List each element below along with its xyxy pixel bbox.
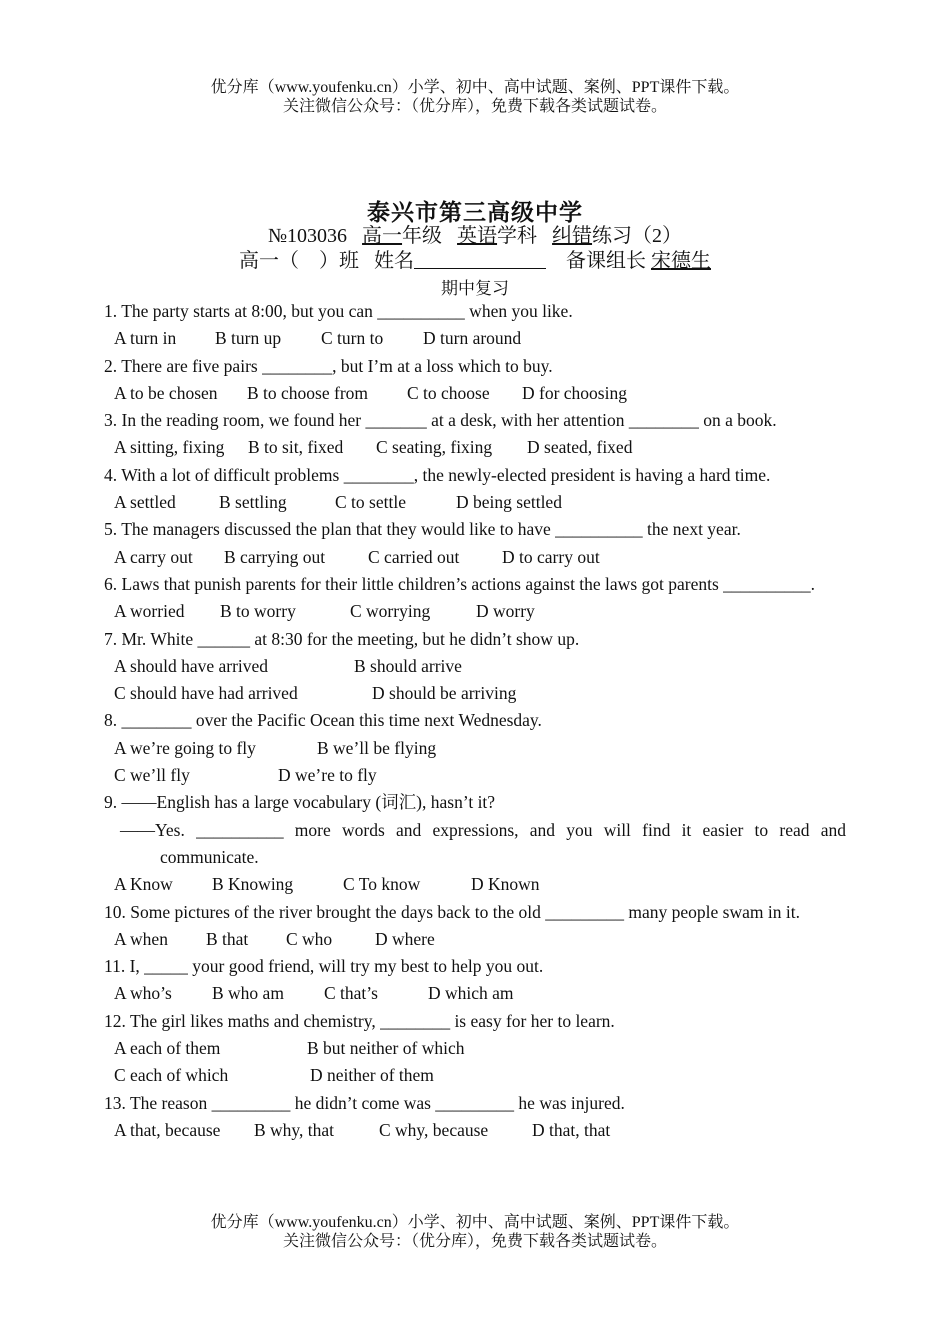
question-text: The reason _________ he didn’t come was _________ he was injured.: [129, 1092, 625, 1113]
class-label: 高一（ ）班: [239, 250, 359, 272]
banner-line-2: 关注微信公众号：（优分库），免费下载各类试题试卷。: [282, 1233, 667, 1250]
grade: 高一: [362, 225, 403, 247]
answer-option[interactable]: C we’ll fly: [114, 765, 190, 786]
answer-option[interactable]: D for choosing: [522, 382, 627, 403]
exercise-code: №103036: [267, 225, 348, 247]
option-row: [104, 926, 846, 953]
exercise-type: 纠错: [552, 225, 593, 247]
question-stem: [104, 462, 846, 489]
answer-option[interactable]: B who am: [212, 983, 284, 1004]
question-text: I, _____ your good friend, will try my best to help you out.: [129, 956, 544, 977]
name-blank[interactable]: [414, 250, 546, 269]
answer-option[interactable]: D that, that: [532, 1119, 611, 1140]
question-list: [104, 298, 846, 1144]
question-number: 12.: [104, 1010, 126, 1031]
school-title: 泰兴市第三高级中学: [367, 200, 583, 226]
answer-option[interactable]: B Knowing: [212, 874, 294, 895]
answer-option[interactable]: A turn in: [114, 328, 177, 349]
question-text: Some pictures of the river brought the days back to the old _________ many people swam in it.: [130, 901, 800, 922]
answer-option[interactable]: B to sit, fixed: [248, 437, 344, 458]
question-text: Laws that punish parents for their little children’s actions against the laws got parents __________.: [121, 573, 816, 594]
exercise-info-line: [0, 224, 950, 248]
question-stem: [104, 353, 846, 380]
answer-option[interactable]: D turn around: [423, 328, 522, 349]
banner-line-1: 优分库（www.youfenku.cn）小学、初中、高中试题、案例、PPT课件下载。: [210, 79, 740, 96]
option-row: [104, 980, 846, 1007]
question-number: 9.: [104, 792, 118, 813]
answer-option[interactable]: B turn up: [215, 328, 282, 349]
question-reply: ——Yes. __________ more words and expressions, and you will find it easier to read and communicate.: [120, 819, 846, 867]
question-number: 5.: [104, 519, 118, 540]
option-row: [104, 762, 846, 789]
leader-label: 备课组长: [566, 250, 646, 272]
question-number: 3.: [104, 410, 118, 431]
question-stem: [104, 1090, 846, 1117]
answer-option[interactable]: C each of which: [114, 1065, 229, 1086]
option-row: [104, 434, 846, 461]
bottom-banner: [0, 1213, 950, 1251]
answer-option[interactable]: D should be arriving: [372, 683, 517, 704]
banner-line-1: 优分库（www.youfenku.cn）小学、初中、高中试题、案例、PPT课件下载。: [210, 1214, 740, 1231]
subtitle: 期中复习: [441, 279, 509, 298]
grade-suffix: 年级: [402, 225, 443, 247]
question-stem: [104, 407, 846, 434]
question-stem: [104, 789, 846, 816]
answer-option[interactable]: C should have had arrived: [114, 683, 298, 704]
question-number: 2.: [104, 355, 118, 376]
question-stem: [104, 953, 846, 980]
answer-option[interactable]: B to choose from: [247, 382, 369, 403]
option-row: [104, 380, 846, 407]
answer-option[interactable]: D to carry out: [502, 546, 600, 567]
question-number: 13.: [104, 1092, 126, 1113]
answer-option[interactable]: B why, that: [254, 1119, 335, 1140]
answer-option[interactable]: C worrying: [350, 601, 431, 622]
answer-option[interactable]: A Know: [114, 874, 173, 895]
answer-option[interactable]: D Known: [471, 874, 540, 895]
question-text: The girl likes maths and chemistry, ________ is easy for her to learn.: [129, 1010, 615, 1031]
answer-option[interactable]: B but neither of which: [307, 1038, 465, 1059]
answer-option[interactable]: B carrying out: [224, 546, 326, 567]
subject: 英语: [457, 225, 498, 247]
answer-option[interactable]: D we’re to fly: [278, 765, 377, 786]
question-stem: [104, 571, 846, 598]
top-banner: [0, 78, 950, 116]
question-text: Mr. White ______ at 8:30 for the meeting, but he didn’t show up.: [121, 628, 580, 649]
answer-option[interactable]: C to settle: [335, 492, 406, 513]
answer-option[interactable]: C seating, fixing: [376, 437, 493, 458]
answer-option[interactable]: A settled: [114, 492, 176, 513]
answer-option[interactable]: A carry out: [114, 546, 193, 567]
answer-option[interactable]: C To know: [343, 874, 421, 895]
answer-option[interactable]: C carried out: [368, 546, 460, 567]
banner-line-2: 关注微信公众号：（优分库），免费下载各类试题试卷。: [282, 98, 667, 115]
answer-option[interactable]: A to be chosen: [114, 382, 218, 403]
question-text: The managers discussed the plan that they would like to have __________ the next year.: [121, 519, 741, 540]
answer-option[interactable]: D being settled: [456, 492, 562, 513]
answer-option[interactable]: B should arrive: [354, 655, 462, 676]
answer-option[interactable]: C turn to: [321, 328, 384, 349]
question-number: 11.: [104, 956, 126, 977]
answer-option[interactable]: C why, because: [379, 1119, 489, 1140]
option-row: [104, 598, 846, 625]
question-number: 7.: [104, 628, 118, 649]
answer-option[interactable]: A when: [114, 928, 168, 949]
question-text: With a lot of difficult problems ________, the newly-elected president is having a hard time.: [121, 464, 771, 485]
question-text: In the reading room, we found her _______ at a desk, with her attention ________ on a book.: [121, 410, 777, 431]
option-row: [104, 680, 846, 707]
question-text: ________ over the Pacific Ocean this time next Wednesday.: [121, 710, 542, 731]
option-row: [104, 1035, 846, 1062]
option-row: [104, 325, 846, 352]
answer-option[interactable]: D neither of them: [310, 1065, 434, 1086]
answer-option[interactable]: A should have arrived: [114, 655, 269, 676]
question-stem: [104, 899, 846, 926]
answer-option[interactable]: A sitting, fixing: [114, 437, 225, 458]
option-row: [104, 653, 846, 680]
answer-option[interactable]: C to choose: [407, 382, 490, 403]
question-text: The party starts at 8:00, but you can __________ when you like.: [121, 301, 573, 321]
question-number: 10.: [104, 901, 126, 922]
answer-option[interactable]: A who’s: [114, 983, 172, 1004]
option-row: [104, 735, 846, 762]
option-row: [104, 1062, 846, 1089]
student-info-line: [0, 249, 950, 273]
question-stem: [104, 298, 846, 325]
answer-option[interactable]: B to worry: [220, 601, 296, 622]
answer-option[interactable]: C who: [286, 928, 333, 949]
name-label: 姓名: [374, 250, 414, 272]
option-row: [104, 544, 846, 571]
answer-option[interactable]: A each of them: [114, 1038, 221, 1059]
question-text: ——English has a large vocabulary (词汇), hasn’t it?: [121, 792, 496, 813]
answer-option[interactable]: D where: [375, 928, 435, 949]
option-row: [104, 1117, 846, 1144]
answer-option[interactable]: B that: [206, 928, 249, 949]
answer-option[interactable]: A that, because: [114, 1119, 221, 1140]
answer-option[interactable]: D which am: [428, 983, 514, 1004]
question-stem: [104, 516, 846, 543]
answer-option[interactable]: B we’ll be flying: [317, 737, 437, 758]
answer-option[interactable]: B settling: [219, 492, 287, 513]
answer-option[interactable]: A worried: [114, 601, 185, 622]
answer-option[interactable]: D worry: [476, 601, 535, 622]
subject-suffix: 学科: [497, 225, 538, 247]
question-stem: [104, 1008, 846, 1035]
question-number: 6.: [104, 573, 118, 594]
question-text: There are five pairs ________, but I’m at a loss which to buy.: [121, 355, 553, 376]
question-stem: [104, 626, 846, 653]
answer-option[interactable]: D seated, fixed: [527, 437, 633, 458]
option-row: [104, 489, 846, 516]
option-row: [104, 871, 846, 898]
exercise-type-suffix: 练习（2）: [592, 225, 683, 247]
question-number: 4.: [104, 464, 118, 485]
answer-option[interactable]: C that’s: [324, 983, 378, 1004]
question-number: 1.: [104, 301, 118, 321]
question-stem: [104, 707, 846, 734]
question-number: 8.: [104, 710, 118, 731]
leader-name: 宋德生: [651, 250, 711, 272]
answer-option[interactable]: A we’re going to fly: [114, 737, 256, 758]
